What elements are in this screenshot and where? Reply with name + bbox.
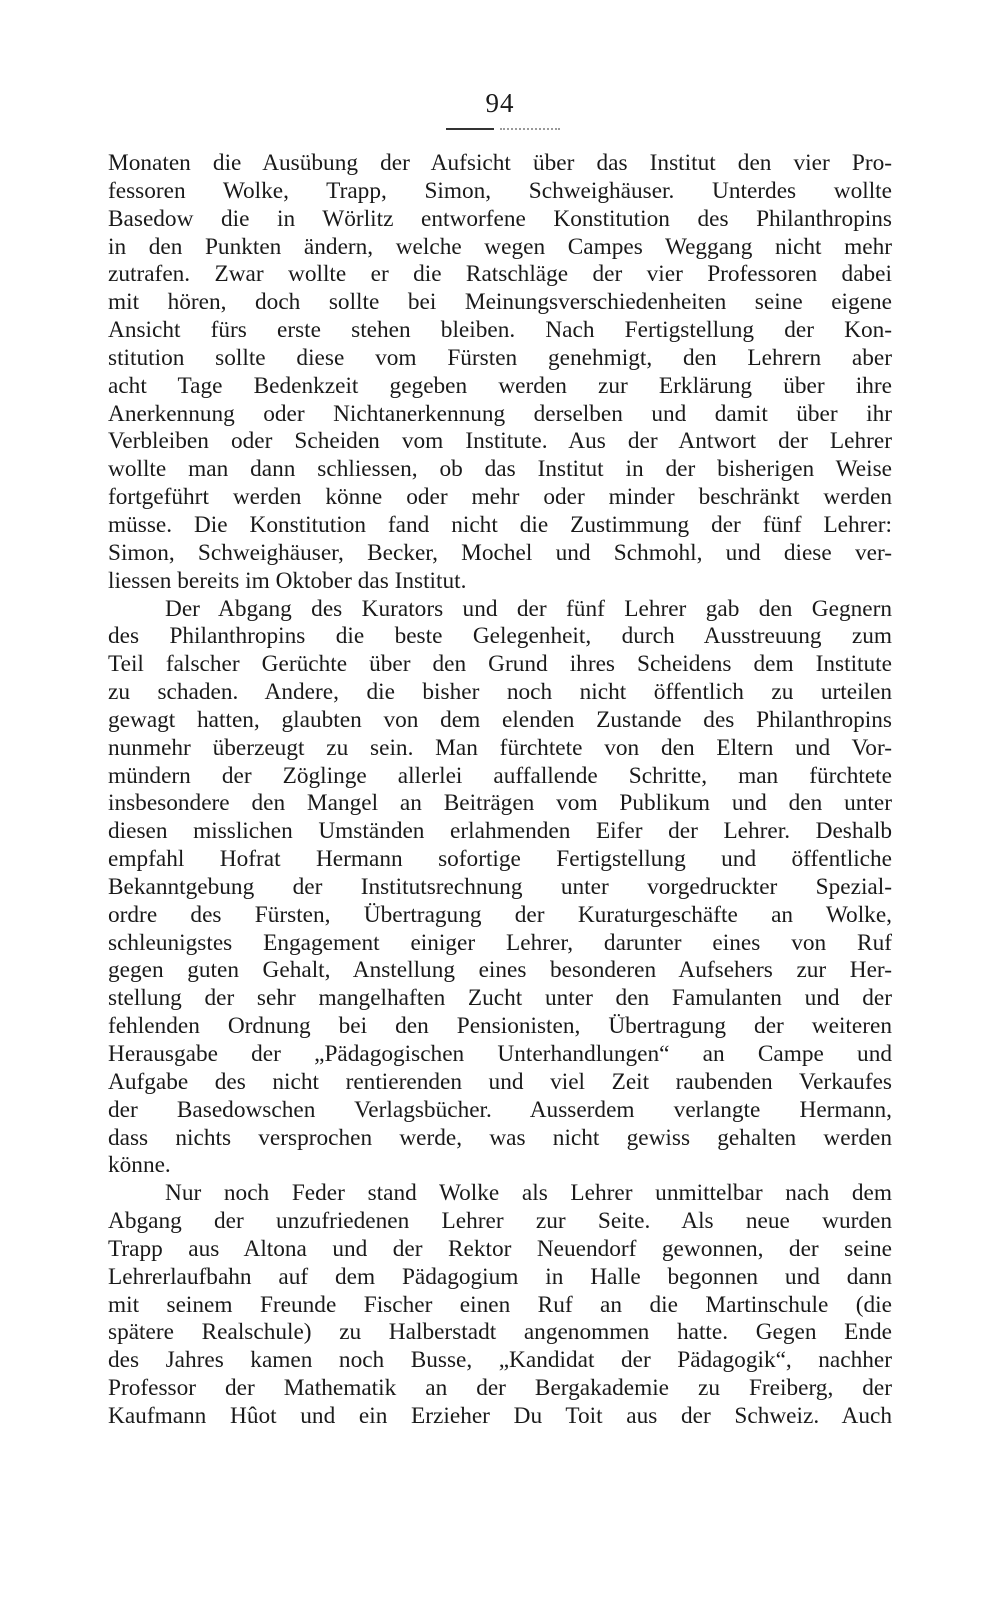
text-line: liessen bereits im Oktober das Institut.: [108, 567, 467, 594]
text-line: Verbleiben oder Scheiden vom Institute. Aus der Antwort der Lehrer: [108, 428, 892, 455]
text-line: Herausgabe der „Pädagogischen Unterhandlungen“ an Campe und: [108, 1041, 892, 1067]
text-line: Simon, Schweighäuser, Becker, Mochel und Schmohl, und diese ver-: [108, 539, 892, 566]
text-line: Bekanntgebung der Institutsrechnung unter vorgedruckter Spezial-: [108, 873, 892, 900]
text-line: müsse. Die Konstitution fand nicht die Zustimmung der fünf Lehrer:: [108, 511, 892, 538]
text-line: zutrafen. Zwar wollte er die Ratschläge der vier Professoren dabei: [108, 261, 892, 288]
text-line: fehlenden Ordnung bei den Pensionisten, Übertragung der weiteren: [108, 1013, 892, 1040]
text-line: diesen misslichen Umständen erlahmenden Eifer der Lehrer. Deshalb: [108, 818, 892, 845]
text-line: gegen guten Gehalt, Anstellung eines besonderen Aufsehers zur Her-: [108, 957, 892, 984]
body-text: [108, 150, 892, 1431]
text-line: spätere Realschule) zu Halberstadt angenommen hatte. Gegen Ende: [108, 1319, 892, 1346]
text-line: Abgang der unzufriedenen Lehrer zur Seite. Als neue wurden: [108, 1208, 892, 1235]
text-line: schleunigstes Engagement einiger Lehrer, darunter eines von Ruf: [108, 929, 892, 956]
header-rule-dotted: [500, 128, 560, 130]
text-line: zu schaden. Andere, die bisher noch nicht öffentlich zu urteilen: [108, 679, 892, 706]
text-line: Kaufmann Hûot und ein Erzieher Du Toit aus der Schweiz. Auch: [108, 1402, 892, 1429]
text-line: nunmehr überzeugt zu sein. Man fürchtete von den Eltern und Vor-: [108, 734, 892, 761]
text-line: Der Abgang des Kurators und der fünf Lehrer gab den Gegnern: [165, 595, 892, 622]
text-line: Professor der Mathematik an der Bergakademie zu Freiberg, der: [108, 1375, 892, 1402]
text-line: ordre des Fürsten, Übertragung der Kuraturgeschäfte an Wolke,: [108, 901, 892, 928]
text-line: des Philanthropins die beste Gelegenheit, durch Ausstreuung zum: [108, 623, 892, 650]
text-line: dass nichts versprochen werde, was nicht gewiss gehalten werden: [108, 1124, 892, 1151]
text-line: insbesondere den Mangel an Beiträgen vom Publikum und den unter: [108, 790, 892, 817]
text-line: mit hören, doch sollte bei Meinungsverschiedenheiten seine eigene: [108, 289, 892, 316]
text-line: Aufgabe des nicht rentierenden und viel Zeit raubenden Verkaufes: [108, 1068, 892, 1095]
text-line: stitution sollte diese vom Fürsten genehmigt, den Lehrern aber: [108, 344, 892, 371]
text-line: des Jahres kamen noch Busse, „Kandidat der Pädagogik“, nachher: [108, 1347, 892, 1374]
text-line: mit seinem Freunde Fischer einen Ruf an die Martinschule (die: [108, 1291, 892, 1318]
text-line: Monaten die Ausübung der Aufsicht über das Institut den vier Pro-: [108, 150, 892, 176]
text-line: empfahl Hofrat Hermann sofortige Fertigstellung und öffentliche: [108, 846, 892, 873]
text-line: wollte man dann schliessen, ob das Institut in der bisherigen Weise: [108, 456, 892, 483]
text-line: in den Punkten ändern, welche wegen Campes Weggang nicht mehr: [108, 233, 892, 260]
text-line: Lehrerlaufbahn auf dem Pädagogium in Halle begonnen und dann: [108, 1263, 892, 1290]
text-line: Anerkennung oder Nichtanerkennung derselben und damit über ihr: [108, 400, 892, 427]
text-line: Basedow die in Wörlitz entworfene Konstitution des Philanthropins: [108, 205, 892, 232]
text-line: mündern der Zöglinge allerlei auffallende Schritte, man fürchtete: [108, 762, 892, 789]
text-line: Nur noch Feder stand Wolke als Lehrer unmittelbar nach dem: [165, 1180, 892, 1207]
text-line: der Basedowschen Verlagsbücher. Ausserdem verlangte Hermann,: [108, 1096, 892, 1123]
text-line: Ansicht fürs erste stehen bleiben. Nach Fertigstellung der Kon-: [108, 317, 892, 344]
text-line: stellung der sehr mangelhaften Zucht unter den Famulanten und der: [108, 985, 892, 1012]
text-line: fessoren Wolke, Trapp, Simon, Schweighäuser. Unterdes wollte: [108, 177, 892, 204]
text-line: könne.: [108, 1152, 171, 1179]
text-line: Teil falscher Gerüchte über den Grund ihres Scheidens dem Institute: [108, 651, 892, 678]
page-number: 94: [485, 88, 515, 118]
text-line: fortgeführt werden könne oder mehr oder minder beschränkt werden: [108, 484, 892, 511]
header-rule: [446, 128, 494, 130]
text-line: gewagt hatten, glaubten von dem elenden Zustande des Philanthropins: [108, 706, 892, 733]
text-line: acht Tage Bedenkzeit gegeben werden zur Erklärung über ihre: [108, 372, 892, 399]
text-line: Trapp aus Altona und der Rektor Neuendorf gewonnen, der seine: [108, 1235, 892, 1262]
